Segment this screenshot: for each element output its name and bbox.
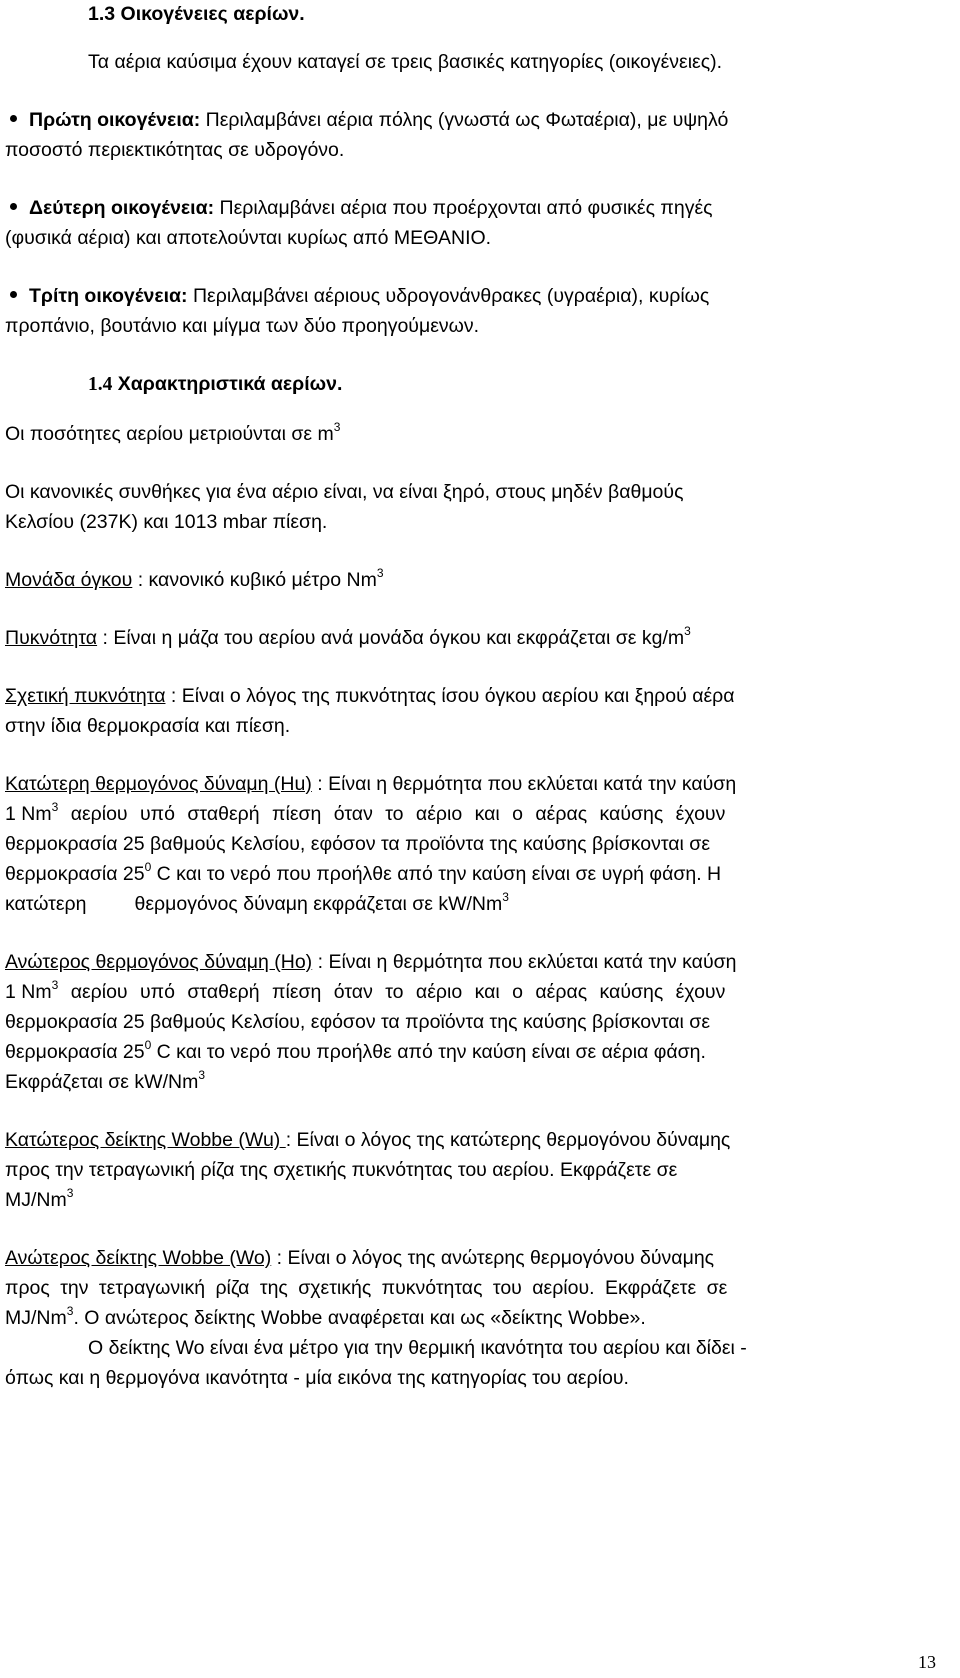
families-intro: Τα αέρια καύσιμα έχουν καταγεί σε τρεις βασικές κατηγορίες (οικογένειες). <box>88 51 723 73</box>
wu-line-3: MJ/Nm$^3$ <box>5 1185 74 1211</box>
ho-line-1: Ανώτερος θερμογόνος δύναμη (Ho) : Είναι η θερμότητα που εκλύεται κατά την καύση <box>5 951 737 973</box>
hu-line-5: κατώτερη θερμογόνος δύναμη εκφράζεται σε kW/Nm$^3$ <box>5 889 509 915</box>
ho-line-5: Εκφράζεται σε kW/Nm$^3$ <box>5 1067 206 1093</box>
family-3-line-1: Τρίτη οικογένεια: Περιλαμβάνει αέριους υδρογονάνθρακες (υγραέρια), κυρίως <box>10 287 709 307</box>
conditions-line-2: Κελσίου (237Κ) και 1013 mbar πίεση. <box>5 511 328 533</box>
heading-1-3: 1.3 Οικογένειες αερίων. <box>88 3 305 25</box>
bullet-icon <box>10 203 17 210</box>
wo-line-2: προς την τετραγωνική ρίζα της σχετικής πυκνότητας του αερίου. Εκφράζετε σε <box>5 1277 728 1299</box>
relative-density-line-2: στην ίδια θερμοκρασία και πίεση. <box>5 715 291 737</box>
ho-line-2: 1 Nm$^3$ αερίου υπό σταθερή πίεση όταν το αέριο και ο αέρας καύσης έχουν <box>5 977 726 1003</box>
density-line: Πυκνότητα : Είναι η μάζα του αερίου ανά μονάδα όγκου και εκφράζεται σε $kg/m^3$ <box>5 623 691 649</box>
family-2-line-1: Δεύτερη οικογένεια: Περιλαμβάνει αέρια που προέρχονται από φυσικές πηγές <box>10 199 713 219</box>
conditions-line-1: Οι κανονικές συνθήκες για ένα αέριο είναι, να είναι ξηρό, στους μηδέν βαθμούς <box>5 481 684 503</box>
page-number: 13 <box>918 1652 936 1672</box>
wo-line-3: MJ/Nm$^3$. Ο ανώτερος δείκτης Wobbe αναφέρεται και ως «δείκτης Wobbe». <box>5 1303 646 1329</box>
hu-line-2: 1 Nm$^3$ αερίου υπό σταθερή πίεση όταν το αέριο και ο αέρας καύσης έχουν <box>5 799 726 825</box>
wu-line-2: προς την τετραγωνική ρίζα της σχετικής πυκνότητας του αερίου. Εκφράζετε σε <box>5 1159 678 1181</box>
bullet-icon <box>10 291 17 298</box>
family-3-line-2: προπάνιο, βουτάνιο και μίγμα των δύο προηγούμενων. <box>5 315 480 337</box>
wo-line-4: Ο δείκτης Wo είναι ένα μέτρο για την θερμική ικανότητα του αερίου και δίδει - <box>88 1337 747 1359</box>
ho-line-3: θερμοκρασία 25 βαθμούς Κελσίου, εφόσον τα προϊόντα της καύσης βρίσκονται σε <box>5 1011 711 1033</box>
family-1-line-1: Πρώτη οικογένεια: Περιλαμβάνει αέρια πόλης (γνωστά ως Φωταέρια), με υψηλό <box>10 111 728 131</box>
relative-density-line-1: Σχετική πυκνότητα : Είναι ο λόγος της πυκνότητας ίσου όγκου αερίου και ξηρού αέρα <box>5 685 735 707</box>
family-2-line-2: (φυσικά αέρια) και αποτελούνται κυρίως από ΜΕΘΑΝΙΟ. <box>5 227 492 249</box>
wo-line-1: Ανώτερος δείκτης Wobbe (Wo) : Είναι ο λόγος της ανώτερης θερμογόνου δύναμης <box>5 1247 715 1269</box>
wu-line-1: Κατώτερος δείκτης Wobbe (Wu) : Είναι ο λόγος της κατώτερης θερμογόνου δύναμης <box>5 1129 731 1151</box>
volume-unit-line: Μονάδα όγκου : κανονικό κυβικό μέτρο Nm$^3$ <box>5 565 384 591</box>
hu-line-3: θερμοκρασία 25 βαθμούς Κελσίου, εφόσον τα προϊόντα της καύσης βρίσκονται σε <box>5 833 711 855</box>
ho-line-4: θερμοκρασία $25^0$ C και το νερό που προήλθε από την καύση είναι σε αέρια φάση. <box>5 1037 706 1063</box>
bullet-icon <box>10 115 17 122</box>
measure-line: Οι ποσότητες αερίου μετριούνται σε $m^3$ <box>5 419 341 445</box>
hu-line-4: θερμοκρασία $25^0$ C και το νερό που προήλθε από την καύση είναι σε υγρή φάση. Η <box>5 859 722 885</box>
hu-line-1: Κατώτερη θερμογόνος δύναμη (Hu) : Είναι η θερμότητα που εκλύεται κατά την καύση <box>5 773 737 795</box>
family-1-line-2: ποσοστό περιεκτικότητας σε υδρογόνο. <box>5 139 345 161</box>
wo-line-5: όπως και η θερμογόνα ικανότητα - μία εικόνα της κατηγορίας του αερίου. <box>5 1367 629 1389</box>
heading-1-4: 1.4 Χαρακτηριστικά αερίων. <box>88 373 343 395</box>
